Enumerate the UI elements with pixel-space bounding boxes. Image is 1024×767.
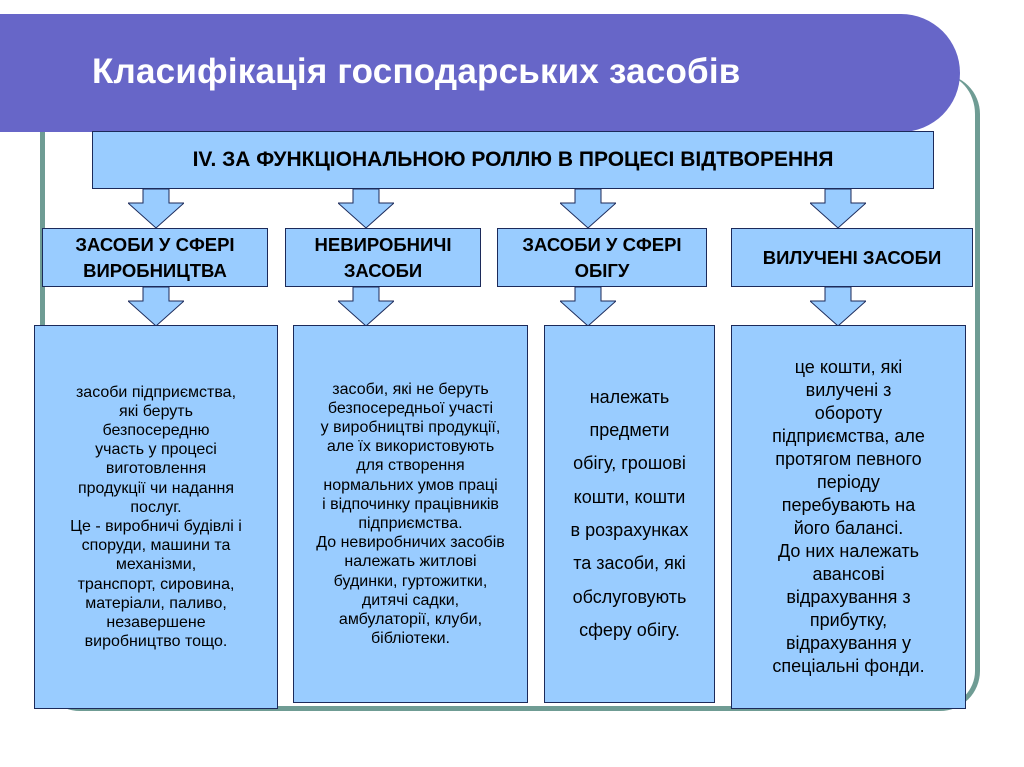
description-line: нормальних умов праці: [323, 476, 498, 494]
description-line: До невиробничих засобів: [316, 534, 505, 552]
description-line: бібліотеки.: [370, 630, 450, 648]
description-line: підприємства, але: [772, 425, 925, 446]
category-label-line1: ВИЛУЧЕНІ ЗАСОБИ: [762, 246, 942, 268]
description-line: предмети: [589, 420, 670, 441]
description-line: обслуговують: [572, 586, 687, 607]
category-label-line1: ЗАСОБИ У СФЕРІ: [75, 233, 235, 255]
description-line: безпосередньої участі: [327, 399, 494, 417]
description-line: механізми,: [115, 556, 197, 574]
description-line: безпосередню: [102, 422, 210, 440]
description-line: підприємства.: [358, 515, 463, 532]
description-line: протягом певного: [775, 448, 922, 469]
description-line: належать: [589, 386, 670, 407]
description-line: відрахування з: [786, 587, 911, 608]
description-line: перебувають на: [781, 494, 916, 515]
description-line: кошти, кошти: [573, 486, 686, 507]
description-line: та засоби, які: [573, 553, 686, 574]
slide-title: Класифікація господарських засобів: [92, 52, 741, 91]
description-text: [772, 356, 925, 678]
arrow-down-icon: [810, 189, 866, 229]
arrow-down-icon: [560, 189, 616, 229]
description-line: матеріали, паливо,: [85, 594, 227, 612]
description-line: амбулаторії, клуби,: [338, 610, 483, 628]
arrow-down-icon: [128, 189, 184, 229]
arrow-down-icon: [338, 189, 394, 229]
category-label-line1: НЕВИРОБНИЧІ: [314, 233, 452, 255]
description-line: будинки, гуртожитки,: [333, 572, 488, 590]
description-line: для створення: [356, 457, 465, 475]
category-label-line2: ЗАСОБИ: [343, 259, 423, 281]
category-label-line2: ОБІГУ: [574, 259, 630, 281]
description-line: вилучені з: [805, 379, 892, 400]
description-line: послуг.: [130, 498, 182, 516]
category-box-withdrawn: [731, 228, 973, 287]
description-line: відрахування у: [785, 633, 912, 654]
description-line: споруди, машини та: [81, 537, 231, 555]
description-line: незавершене: [106, 613, 206, 631]
description-line: спеціальні фонди.: [772, 656, 925, 677]
description-line: прибутку,: [809, 610, 888, 631]
description-line: це кошти, які: [794, 356, 903, 377]
description-line: дитячі садки,: [361, 591, 460, 609]
category-box-circulation: [497, 228, 707, 287]
description-box-production: [34, 325, 278, 709]
header-box-text: IV. ЗА ФУНКЦІОНАЛЬНОЮ РОЛЛЮ В ПРОЦЕСІ ВІДТВОРЕННЯ: [192, 148, 834, 171]
description-box-circulation: [544, 325, 715, 703]
description-line: участь у процесі: [95, 441, 217, 459]
description-line: і відпочинку працівників: [322, 495, 499, 513]
description-line: засоби, які не беруть: [332, 380, 489, 398]
description-line: періоду: [817, 471, 880, 492]
arrow-down-icon: [338, 287, 394, 327]
category-label-line2: ВИРОБНИЦТВА: [83, 259, 227, 281]
description-line: але їх використовують: [326, 438, 495, 456]
description-box-nonproduction: [293, 325, 528, 703]
description-line: До них належать: [778, 541, 919, 562]
description-line: засоби підприємства,: [75, 383, 237, 401]
description-line: транспорт, сировина,: [77, 575, 235, 593]
description-line: Це - виробничі будівлі і: [70, 518, 242, 535]
arrow-down-icon: [810, 287, 866, 327]
description-line: його балансі.: [793, 518, 904, 538]
description-line: виробництво тощо.: [84, 633, 228, 651]
description-box-withdrawn: [731, 325, 966, 709]
category-box-nonproduction: [285, 228, 481, 287]
description-line: сферу обігу.: [579, 619, 680, 640]
description-text: [571, 381, 689, 647]
description-line: в розрахунках: [570, 520, 689, 540]
description-line: обороту: [814, 402, 883, 423]
description-line: обігу, грошові: [573, 453, 686, 474]
header-box: [92, 131, 934, 189]
arrow-down-icon: [128, 287, 184, 327]
category-box-production: [42, 228, 268, 287]
description-line: належать житлові: [344, 553, 477, 571]
description-line: продукції чи надання: [77, 479, 235, 497]
arrow-down-icon: [560, 287, 616, 327]
category-label-line1: ЗАСОБИ У СФЕРІ: [522, 233, 682, 255]
description-text: [316, 380, 505, 649]
description-line: які беруть: [119, 402, 193, 420]
description-line: у виробництві продукції,: [320, 419, 501, 437]
description-line: виготовлення: [105, 460, 207, 478]
description-line: авансові: [812, 564, 885, 585]
description-text: [70, 383, 242, 652]
